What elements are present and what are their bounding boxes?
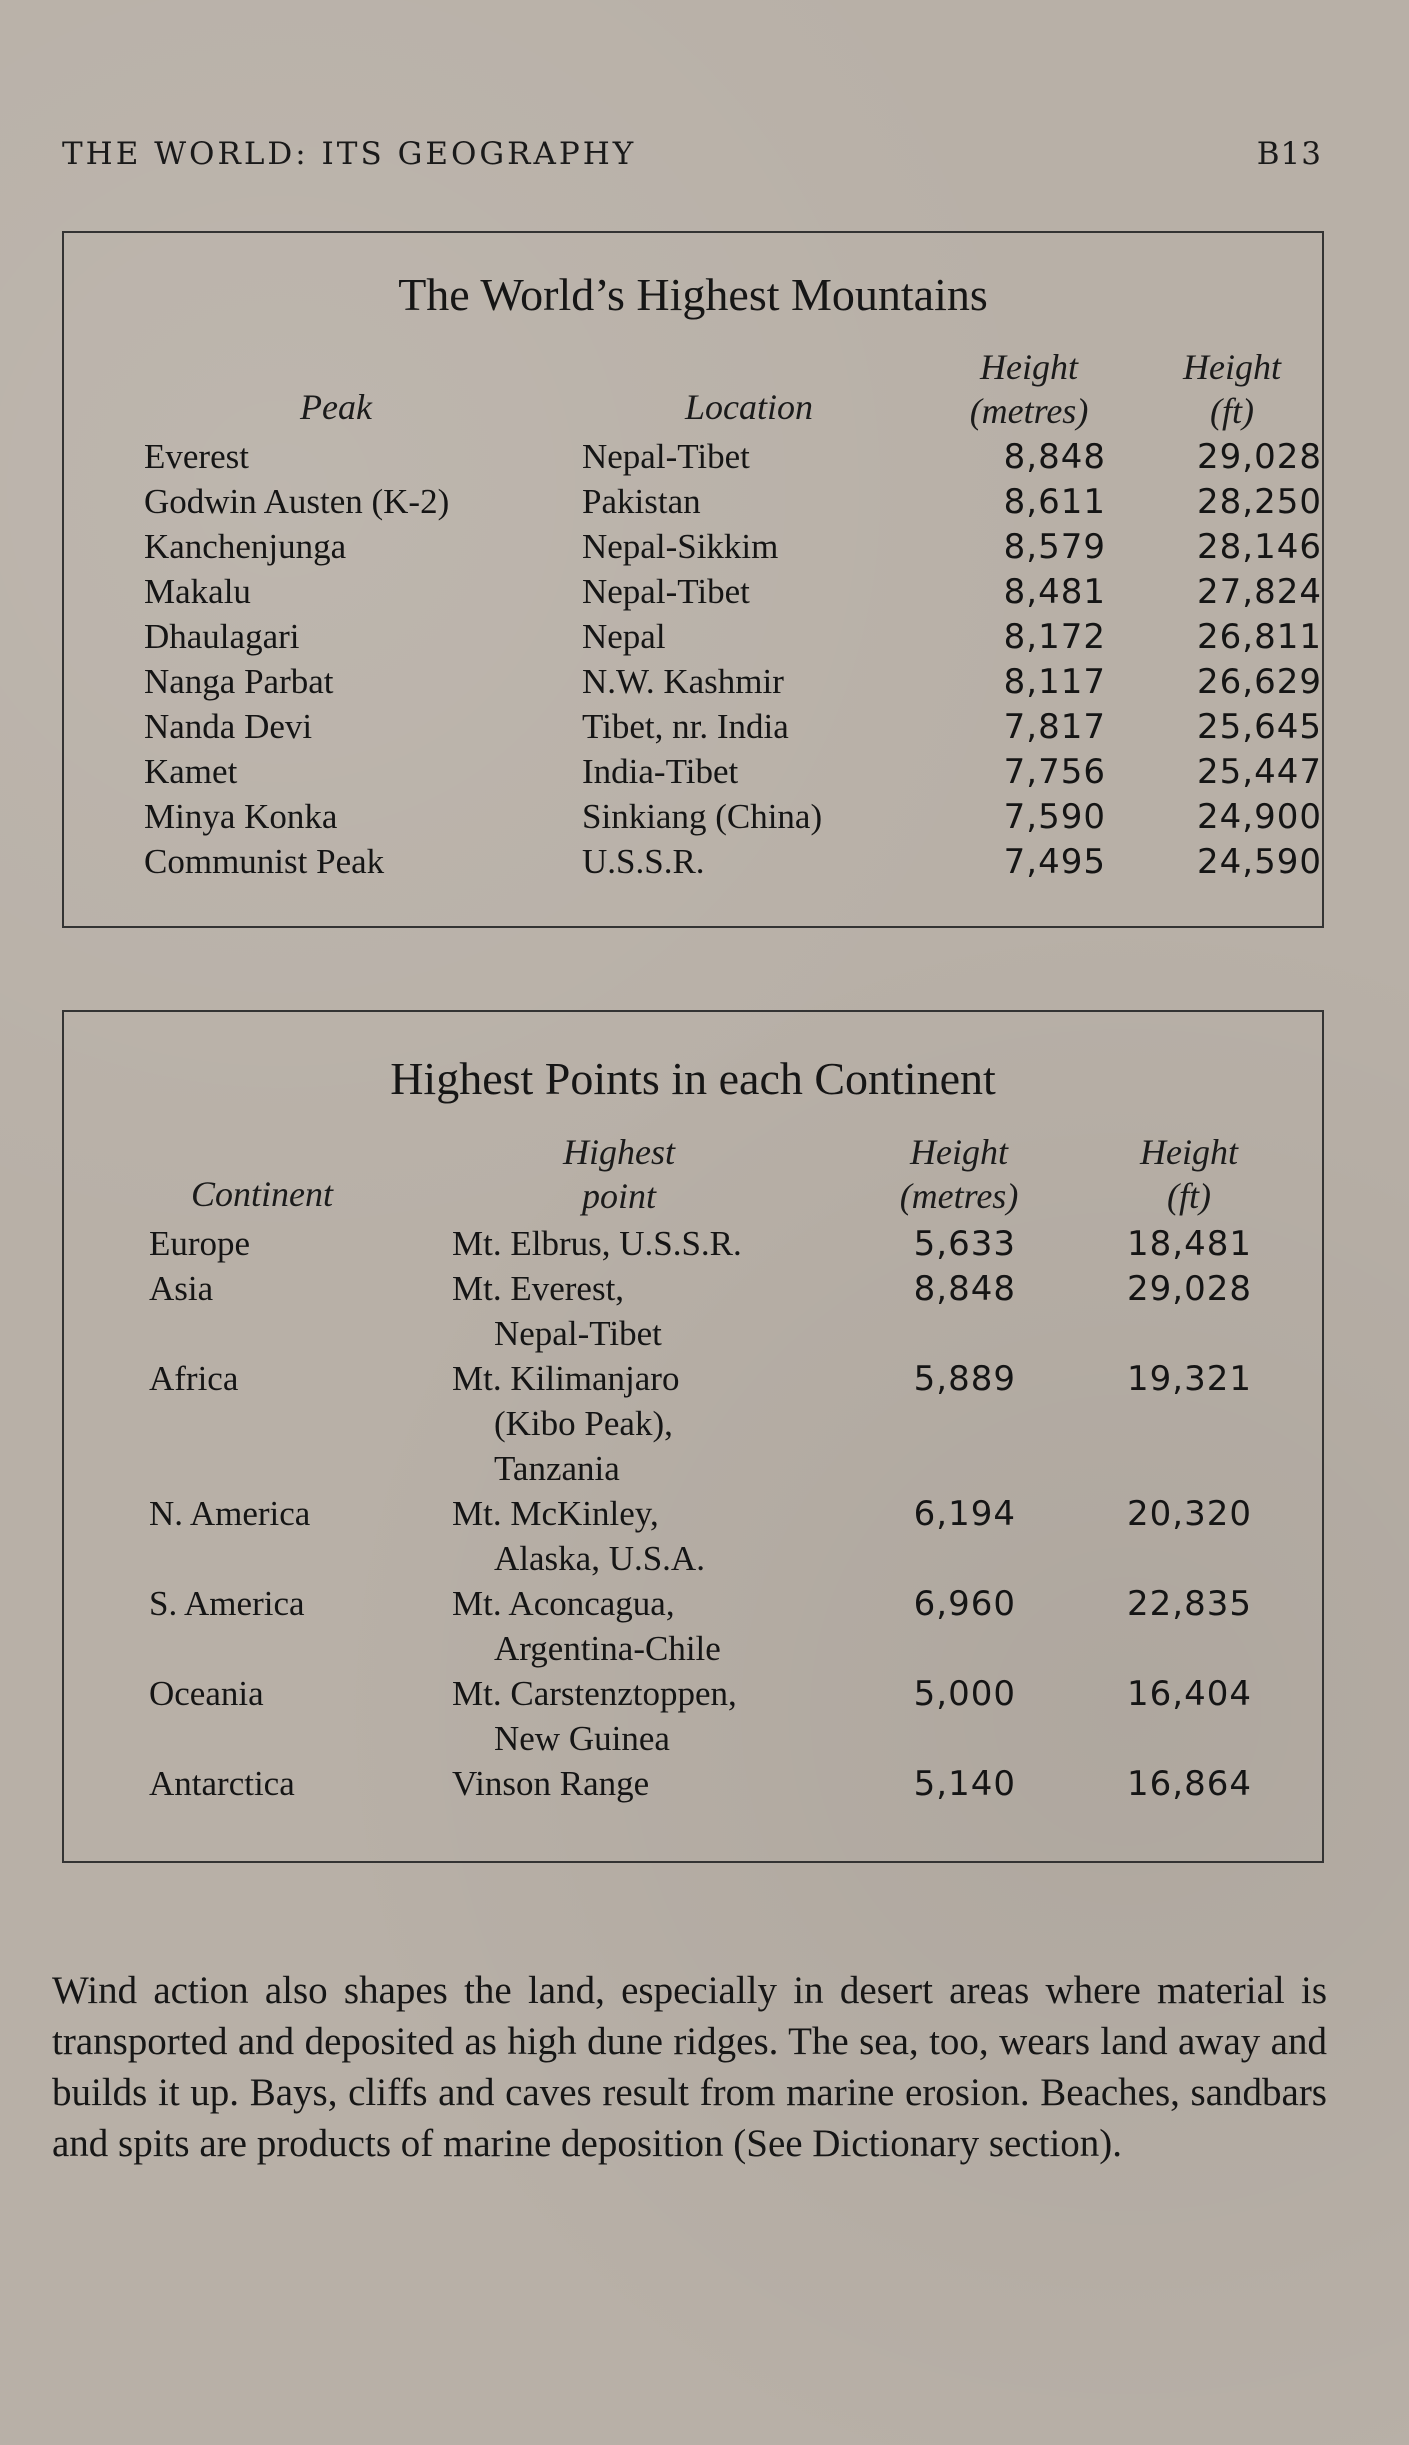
mountain-height-metres: 8,481 (1003, 572, 1106, 612)
mountain-location: Nepal (582, 617, 666, 656)
mountain-location: Tibet, nr. India (582, 707, 789, 746)
continent-name: Africa (149, 1359, 239, 1398)
continent-name: S. America (149, 1584, 305, 1623)
continent-height-metres: 5,140 (913, 1764, 1016, 1804)
mountain-height-feet: 27,824 (1197, 572, 1322, 612)
mountain-height-metres: 8,579 (1003, 527, 1106, 567)
continents-header-continent-label: Continent (191, 1174, 333, 1214)
mountains-header-height-feet-line2: (ft) (1210, 391, 1254, 431)
mountains-header-location (639, 385, 859, 429)
mountain-peak: Everest (144, 437, 249, 476)
continents-header-height-metres-line1: Height (910, 1132, 1008, 1172)
mountain-height-feet: 26,629 (1197, 662, 1322, 702)
continent-point-line1: Mt. McKinley, (452, 1494, 659, 1533)
continent-name: Antarctica (149, 1764, 295, 1803)
continent-height-metres: 6,960 (913, 1584, 1016, 1624)
mountain-height-feet: 28,250 (1197, 482, 1322, 522)
continent-name: Asia (149, 1269, 214, 1308)
mountain-height-metres: 7,590 (1003, 797, 1106, 837)
mountain-peak: Communist Peak (144, 842, 385, 881)
mountains-header-height-metres (929, 345, 1129, 433)
mountain-peak: Nanda Devi (144, 707, 313, 746)
mountain-location: Sinkiang (China) (582, 797, 823, 836)
continent-point-line1: Mt. Aconcagua, (452, 1584, 675, 1623)
continents-header-point (524, 1130, 714, 1218)
body-paragraph: Wind action also shapes the land, especially in desert areas where material is transported and deposited as high dune ridges. The sea, too, wears land away and builds it up. Bays, cliffs and caves result from marine erosion. Beaches, sandbars and spits are products of marine deposition (See Dictionary section). (52, 1969, 1327, 2165)
running-head (62, 136, 1322, 186)
mountains-header-height-feet (1152, 345, 1312, 433)
mountain-peak: Dhaulagari (144, 617, 300, 656)
mountains-header-location-label: Location (684, 387, 813, 427)
mountains-header-height-metres-line2: (metres) (969, 391, 1089, 431)
continents-header-height-feet-line2: (ft) (1167, 1176, 1211, 1216)
continent-height-feet: 16,404 (1127, 1674, 1252, 1714)
continent-height-feet: 18,481 (1127, 1224, 1252, 1264)
continents-header-height-metres-line2: (metres) (899, 1176, 1019, 1216)
mountain-height-metres: 8,172 (1003, 617, 1106, 657)
continents-header-continent (152, 1172, 372, 1216)
mountains-header-height-feet-line1: Height (1183, 347, 1281, 387)
mountain-peak: Minya Konka (144, 797, 338, 836)
mountain-location: N.W. Kashmir (582, 662, 784, 701)
continent-name: Europe (149, 1224, 251, 1263)
continent-height-feet: 19,321 (1127, 1359, 1252, 1399)
mountain-height-metres: 7,756 (1003, 752, 1106, 792)
continents-header-point-line2: point (581, 1176, 656, 1216)
mountain-height-feet: 28,146 (1197, 527, 1322, 567)
continents-header-height-feet (1114, 1130, 1264, 1218)
mountain-height-feet: 25,645 (1197, 707, 1322, 747)
mountain-peak: Makalu (144, 572, 251, 611)
continent-height-feet: 16,864 (1127, 1764, 1252, 1804)
mountain-height-feet: 29,028 (1197, 437, 1322, 477)
continent-point-line1: Vinson Range (452, 1764, 650, 1803)
continent-height-metres: 5,000 (913, 1674, 1016, 1714)
mountain-location: Pakistan (582, 482, 701, 521)
mountain-height-feet: 26,811 (1197, 617, 1322, 657)
mountain-location: Nepal-Sikkim (582, 527, 779, 566)
mountain-peak: Kanchenjunga (144, 527, 347, 566)
mountain-location: U.S.S.R. (582, 842, 705, 881)
continent-point-line1: Mt. Kilimanjaro (452, 1359, 680, 1398)
continent-name: N. America (149, 1494, 311, 1533)
mountains-header-peak (246, 385, 426, 429)
continent-height-metres: 6,194 (913, 1494, 1016, 1534)
continent-point-line3: Tanzania (494, 1449, 620, 1488)
mountain-peak: Kamet (144, 752, 238, 791)
highest-mountains-title: The World’s Highest Mountains (398, 269, 988, 320)
continent-point-line2: Alaska, U.S.A. (494, 1539, 705, 1578)
mountain-height-metres: 8,117 (1003, 662, 1106, 702)
mountain-location: Nepal-Tibet (582, 572, 750, 611)
mountain-height-metres: 7,495 (1003, 842, 1106, 882)
page-number: B13 (1256, 136, 1322, 172)
continents-header-height-metres (854, 1130, 1064, 1218)
mountain-height-feet: 24,900 (1197, 797, 1322, 837)
mountain-height-feet: 24,590 (1197, 842, 1322, 882)
continent-name: Oceania (149, 1674, 264, 1713)
mountain-height-feet: 25,447 (1197, 752, 1322, 792)
continent-point-line2: Argentina-Chile (494, 1629, 721, 1668)
continents-header-height-feet-line1: Height (1140, 1132, 1238, 1172)
continent-height-metres: 8,848 (913, 1269, 1016, 1309)
running-title: THE WORLD: ITS GEOGRAPHY (62, 136, 637, 172)
mountains-header-height-metres-line1: Height (980, 347, 1078, 387)
mountain-peak: Godwin Austen (K-2) (144, 482, 450, 521)
continent-high-points-table (62, 1010, 1324, 1863)
continent-point-line1: Mt. Carstenztoppen, (452, 1674, 737, 1713)
continent-height-feet: 20,320 (1127, 1494, 1252, 1534)
continent-height-feet: 22,835 (1127, 1584, 1252, 1624)
continent-point-line2: New Guinea (494, 1719, 670, 1758)
continent-point-line1: Mt. Everest, (452, 1269, 625, 1308)
continent-point-line2: (Kibo Peak), (494, 1404, 673, 1443)
continent-point-line2: Nepal-Tibet (494, 1314, 662, 1353)
mountain-location: India-Tibet (582, 752, 739, 791)
continent-high-points-title: Highest Points in each Continent (390, 1053, 996, 1104)
continent-point-line1: Mt. Elbrus, U.S.S.R. (452, 1224, 742, 1263)
continent-height-feet: 29,028 (1127, 1269, 1252, 1309)
highest-mountains-table (62, 231, 1324, 928)
mountain-height-metres: 7,817 (1003, 707, 1106, 747)
mountain-height-metres: 8,848 (1003, 437, 1106, 477)
mountain-peak: Nanga Parbat (144, 662, 334, 701)
mountains-header-peak-label: Peak (300, 387, 372, 427)
mountain-height-metres: 8,611 (1003, 482, 1106, 522)
continents-header-point-line1: Highest (563, 1132, 675, 1172)
mountain-location: Nepal-Tibet (582, 437, 750, 476)
continent-height-metres: 5,633 (913, 1224, 1016, 1264)
continent-height-metres: 5,889 (913, 1359, 1016, 1399)
